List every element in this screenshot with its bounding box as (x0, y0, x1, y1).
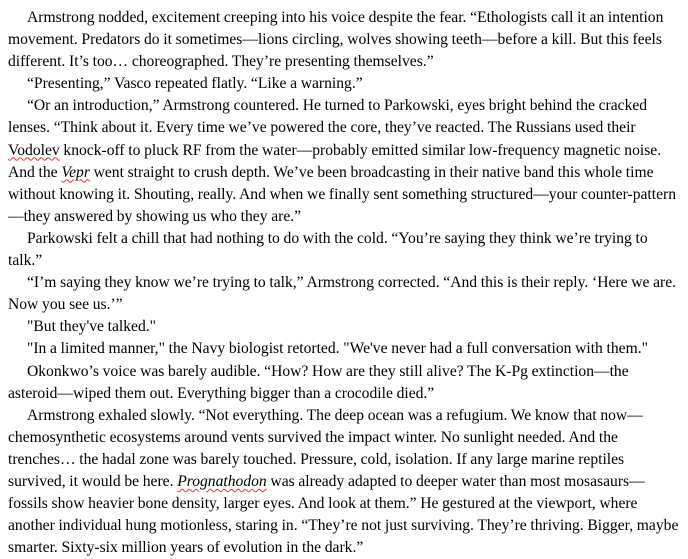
paragraph (8, 95, 680, 228)
text-run: Armstrong nodded, excitement creeping into his voice despite the fear. “Ethologists call it an intention movement. Predators do it sometimes—lions circling, wolves showing teeth—before a kill. But this feels different. It’s too… choreographed. They’re presenting themselves.” (8, 9, 664, 71)
text-run: "In a limited manner," the Navy biologist retorted. "We've never had a full conversation with them." (27, 340, 648, 358)
spellcheck-flagged-word[interactable]: Vodolev (8, 141, 60, 159)
paragraph (8, 338, 680, 360)
text-run: Okonkwo’s voice was barely audible. “How? How are they still alive? The K-Pg extinction—the asteroid—wiped them out. Everything bigger than a crocodile died.” (8, 362, 629, 402)
text-run: was already adapted to deeper water than most mosasaurs—fossils show heavier bone density, larger eyes. And look at them.” He gestured at the viewport, where another individual hung motionless, staring in. “They’re not just surviving. They’re thriving. Bigger, maybe smarter. Sixty-six million years of evolution in the dark.” (8, 472, 679, 557)
paragraph (8, 272, 680, 316)
paragraph (8, 7, 680, 73)
text-run: “Or an introduction,” Armstrong countered. He turned to Parkowski, eyes bright behind the cracked lenses. “Think about it. Every time we’ve powered the core, they’ve reacted. The Russians used their (8, 97, 648, 137)
spellcheck-flagged-word[interactable]: Vepr (61, 163, 90, 181)
paragraph (8, 73, 680, 95)
paragraph (8, 405, 680, 559)
text-run: knock-off to pluck RF from the water—probably emitted similar low-frequency magnetic noise. And the (8, 141, 662, 181)
text-run: Armstrong exhaled slowly. “Not everything. The deep ocean was a refugium. We know that now—chemosynthetic ecosystems around vents survived the impact winter. No sunlight needed. And the trenches… the hadal zone was barely touched. Pressure, cold, isolation. If any large marine reptiles survived, it would be here. (8, 406, 643, 490)
text-run: "But they've talked." (27, 318, 157, 336)
text-run: Parkowski felt a chill that had nothing to do with the cold. “You’re saying they think we’re trying to talk.” (8, 229, 648, 270)
text-run: went straight to crush depth. We’ve been broadcasting in their native band this whole time without knowing it. Shouting, really. And when we finally sent something structured—your counter-pattern—they answered by showing us who they are.” (8, 163, 676, 225)
text-run: “I’m saying they know we’re trying to talk,” Armstrong corrected. “And this is their reply. ‘Here we are. Now you see us.’” (8, 274, 677, 314)
paragraph (8, 316, 680, 338)
text-run: “Presenting,” Vasco repeated flatly. “Like a warning.” (27, 75, 363, 93)
spellcheck-flagged-word[interactable]: Prognathodon (177, 472, 267, 490)
document-page (8, 7, 680, 559)
paragraph (8, 228, 680, 272)
paragraph (8, 361, 680, 405)
